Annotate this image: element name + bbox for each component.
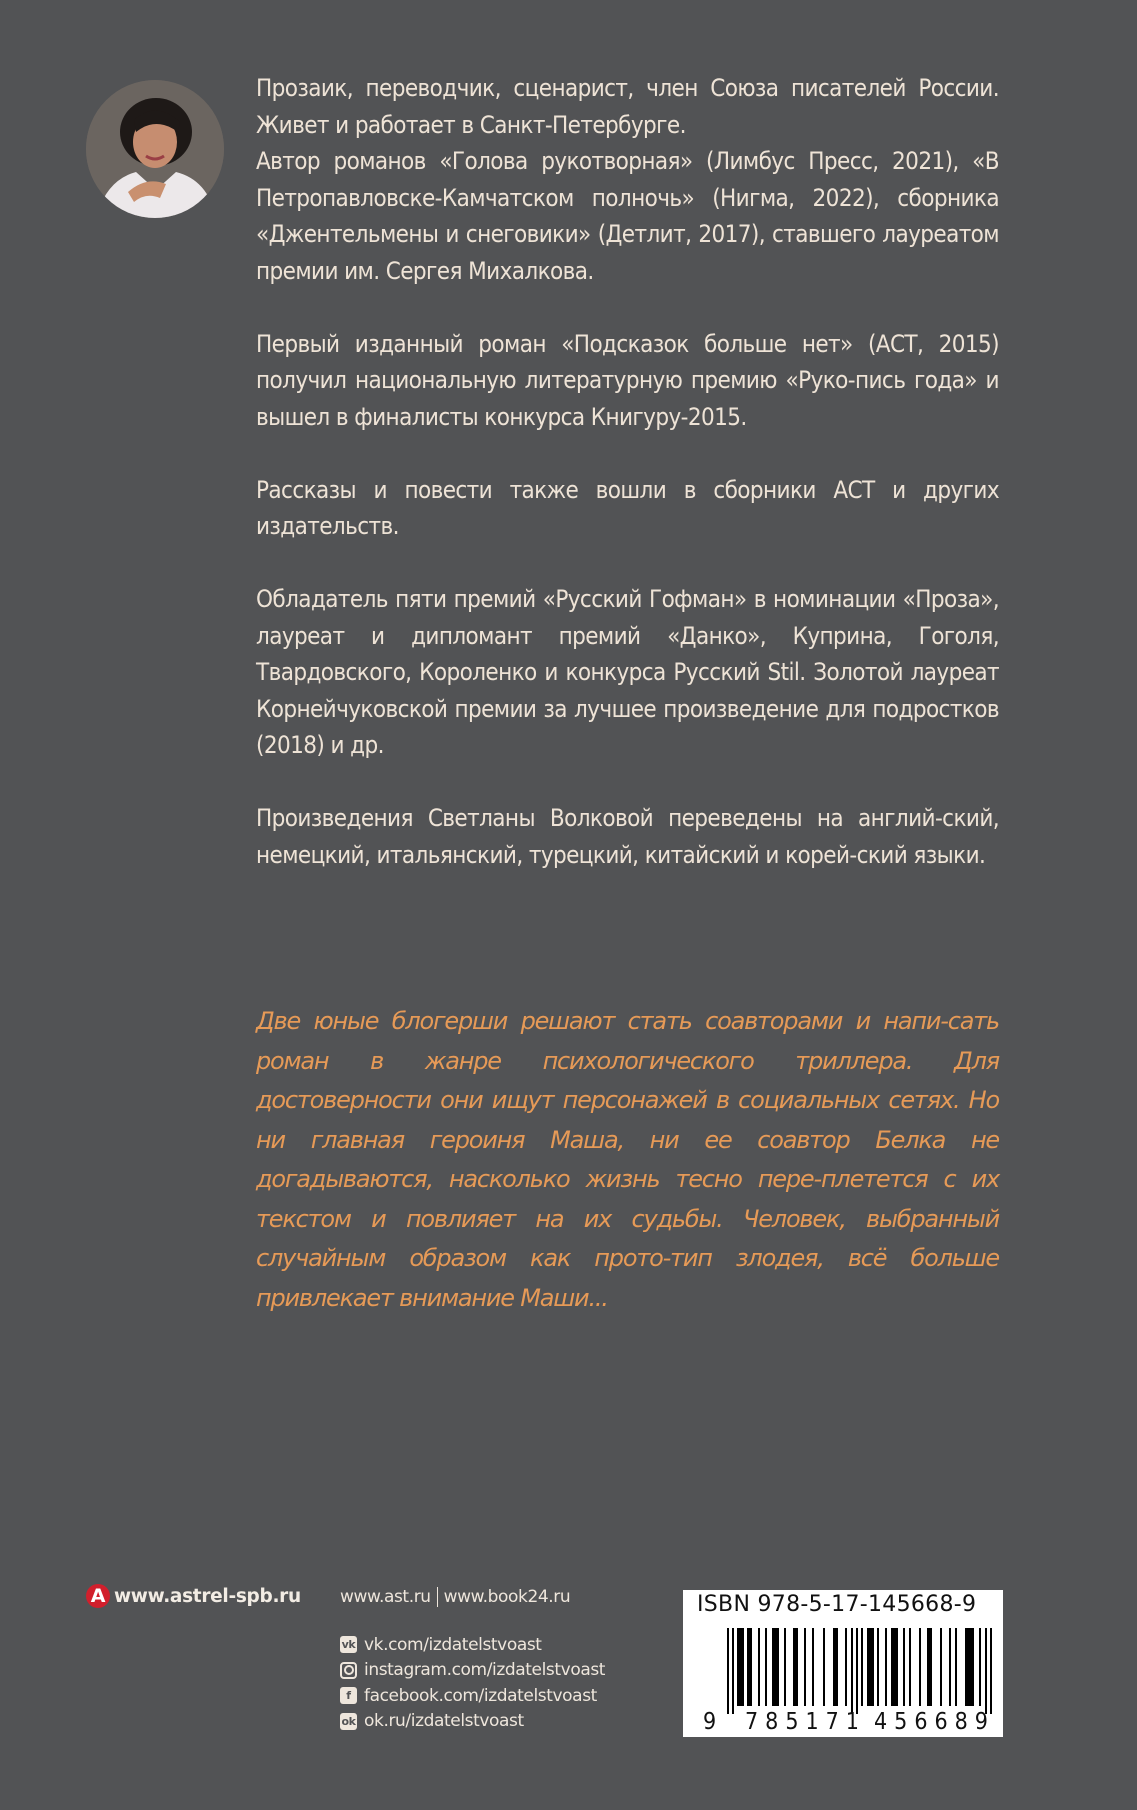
instagram-icon bbox=[340, 1662, 357, 1679]
bio-paragraph: Произведения Светланы Волковой переведены на англий-ский, немецкий, итальянский, турецкий, китайский и корей-ский языки. bbox=[256, 804, 999, 869]
bio-paragraph: Первый изданный роман «Подсказок больше нет» (АСТ, 2015) получил национальную литературную премию «Руко-пись года» и вышел в финалисты конкурса Книгуру-2015. bbox=[256, 329, 999, 431]
author-photo bbox=[86, 80, 224, 218]
social-link-facebook[interactable]: f facebook.com/izdatelstvoast bbox=[340, 1683, 605, 1709]
author-bio bbox=[256, 70, 999, 873]
odnoklassniki-icon: ok bbox=[341, 1714, 356, 1728]
publisher-link[interactable] bbox=[86, 1584, 301, 1608]
book24-site-link[interactable]: www.book24.ru bbox=[443, 1587, 571, 1607]
facebook-icon: f bbox=[340, 1687, 357, 1704]
publisher-links bbox=[340, 1584, 605, 1734]
social-link-ok[interactable]: ok ok.ru/izdatelstvoast bbox=[341, 1711, 524, 1732]
book-annotation bbox=[256, 1002, 999, 1318]
social-link-vk[interactable]: vk vk.com/izdatelstvoast bbox=[341, 1634, 542, 1655]
social-link-instagram[interactable]: instagram.com/izdatelstvoast bbox=[340, 1658, 605, 1684]
ast-site-link[interactable]: www.ast.ru bbox=[340, 1587, 431, 1607]
social-links bbox=[340, 1632, 605, 1734]
bio-paragraph: Обладатель пяти премий «Русский Гофман» в номинации «Проза», лауреат и дипломант премий «Данко», Куприна, Гоголя, Твардовского, Короленко и конкурса Русский Stil. Золотой лауреат Корнейчуковской премии за лучшее произведение для подростков (2018) и др. bbox=[256, 585, 999, 759]
bio-paragraph: Прозаик, переводчик, сценарист, член Союза писателей России. Живет и работает в Санкт-Петербурге. Автор романов «Голова рукотворная» (Лимбус Пресс, 2021), «В Петропавловске-Камчатском полночь» (Нигма, 2022), сборника «Джентельмены и снеговики» (Детлит, 2017), ставшего лауреатом премии им. Сергея Михалкова. bbox=[256, 74, 1000, 285]
astrel-logo-icon: A bbox=[86, 1584, 110, 1608]
separator bbox=[437, 1587, 438, 1607]
vk-icon: vk bbox=[341, 1638, 356, 1652]
author-portrait-image bbox=[86, 80, 224, 218]
isbn-barcode: ISBN 978-5-17-145668-9 9 785171 456689 bbox=[683, 1590, 1003, 1737]
barcode-bars bbox=[727, 1628, 997, 1714]
publisher-url[interactable]: www.astrel-spb.ru bbox=[114, 1585, 301, 1607]
isbn-label: ISBN 978-5-17-145668-9 bbox=[697, 1592, 977, 1617]
bio-paragraph: Рассказы и повести также вошли в сборники АСТ и других издательств. bbox=[256, 475, 999, 540]
annotation-text: Две юные блогерши решают стать соавторами и напи-сать роман в жанре психологического триллера. Для достоверности они ищут персонажей в социальных сетях. Но ни главная героиня Маша, ни ее соавтор Белка не догадываются, насколько жизнь тесно пере-плетется с их текстом и повлияет на их судьбы. Человек, выбранный случайным образом как прото-тип злодея, всё больше привлекает внимание Маши... bbox=[256, 1007, 1000, 1312]
